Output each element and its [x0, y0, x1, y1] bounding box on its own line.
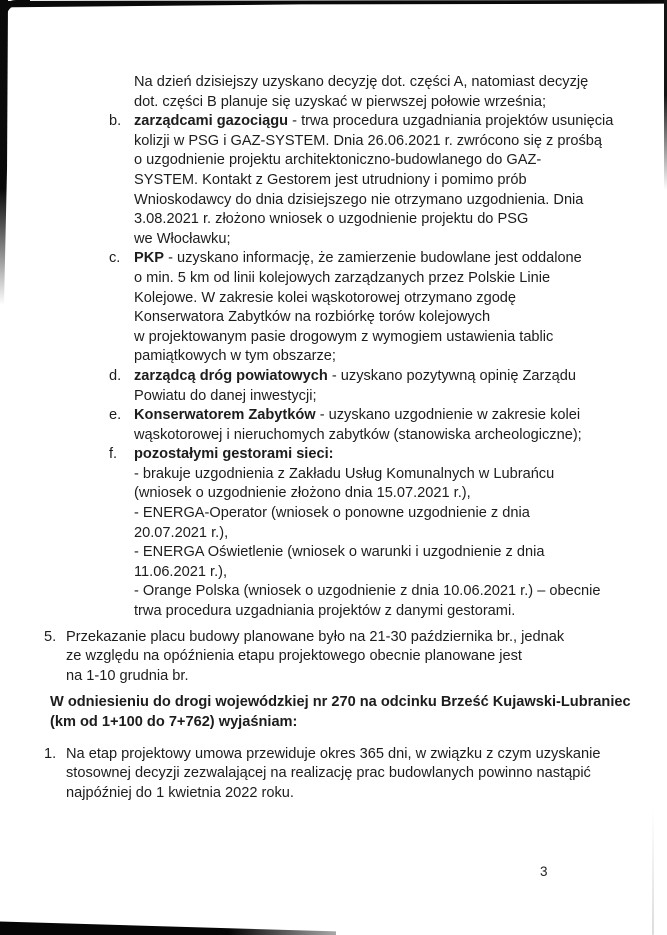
- list-marker: f.: [109, 446, 118, 463]
- text-line: Konserwatora Zabytków na rozbiórkę torów kolejowych: [134, 309, 491, 326]
- text-line: pamiątkowych w tym obszarze;: [134, 348, 336, 365]
- text-line: [134, 367, 667, 387]
- text-line: - brakuje uzgodnienia z Zakładu Usług Komunalnych w Lubrańcu: [134, 465, 555, 482]
- list-item-d: [0, 367, 667, 406]
- list-item-c: [0, 249, 667, 367]
- term-rest: - trwa procedura uzgadniania projektów usunięcia: [288, 113, 614, 130]
- term-rest: - uzyskano informację, że zamierzenie budowlane jest oddalone: [164, 250, 582, 267]
- scan-artifact-bottom-edge: [0, 920, 336, 935]
- text-line: 3.08.2021 r. złożono wniosek o uzgodnienie projektu do PSG: [134, 211, 529, 228]
- text-line: - ENERGA-Operator (wniosek o ponowne uzgodnienie z dnia: [134, 505, 530, 522]
- list-marker: d.: [109, 367, 122, 384]
- text-line: dot. części B planuje się uzyskać w pierwszej połowie września;: [134, 93, 547, 110]
- text-line: W odniesieniu do drogi wojewódzkiej nr 270 na odcinku Brześć Kujawski-Lubraniec: [50, 694, 631, 711]
- term-rest: - uzyskano uzgodnienie w zakresie kolei: [315, 407, 581, 424]
- text-line: [134, 112, 667, 132]
- list-marker: 1.: [44, 745, 57, 762]
- paragraph-road-reference: [50, 693, 667, 732]
- text-line: 20.07.2021 r.),: [134, 524, 229, 541]
- list-marker: e.: [109, 407, 122, 424]
- text-line: we Włocławku;: [134, 230, 231, 247]
- text-line: Powiatu do danej inwestycji;: [134, 387, 317, 404]
- paper-edge-shadow: [652, 810, 654, 935]
- page-number: 3: [540, 864, 548, 879]
- text-line: o uzgodnienie projektu architektoniczno-budowlanego do GAZ-: [134, 152, 542, 169]
- term-bold: zarządcami gazociągu: [134, 113, 289, 130]
- text-line: Na dzień dzisiejszy uzyskano decyzję dot. części A, natomiast decyzję: [134, 74, 589, 90]
- term-bold: pozostałymi gestorami sieci:: [134, 446, 334, 463]
- text-line: kolizji w PSG i GAZ-SYSTEM. Dnia 26.06.2021 r. zwrócono się z prośbą: [134, 132, 602, 149]
- text-line: trwa procedura uzgadniania projektów z danymi gestorami.: [134, 603, 516, 620]
- text-line: [134, 249, 667, 269]
- text-line: (wniosek o uzgodnienie złożono dnia 15.07.2021 r.),: [134, 485, 471, 502]
- text-line: na 1-10 grudnia br.: [66, 667, 189, 684]
- text-line: Przekazanie placu budowy planowane było na 21-30 października br., jednak: [66, 628, 565, 645]
- text-line: wąskotorowej i nieruchomych zabytków (stanowiska archeologiczne);: [134, 426, 582, 443]
- list-item-b: [0, 112, 667, 249]
- list-item-e: [0, 406, 667, 445]
- list-item-f: [0, 445, 667, 621]
- text-line: - ENERGA Oświetlenie (wniosek o warunki i uzgodnienie z dnia: [134, 544, 545, 561]
- text-line: w projektowanym pasie drogowym z wymogiem ustawienia tablic: [134, 328, 554, 345]
- text-line: Wnioskodawcy do dnia dzisiejszego nie otrzymano uzgodnienia. Dnia: [134, 191, 584, 208]
- document-body: [0, 73, 667, 803]
- list-item-5: [0, 628, 667, 687]
- text-line: SYSTEM. Kontakt z Gestorem jest utrudniony i pomimo prób: [134, 171, 527, 188]
- scan-artifact-top-edge: [0, 0, 667, 8]
- list-marker: 5.: [44, 628, 57, 645]
- text-line: najpóźniej do 1 kwietnia 2022 roku.: [66, 784, 294, 801]
- text-line: Kolejowe. W zakresie kolei wąskotorowej otrzymano zgodę: [134, 289, 517, 306]
- text-line: [134, 406, 667, 426]
- text-line: (km od 1+100 do 7+762) wyjaśniam:: [50, 714, 298, 730]
- term-bold: zarządcą dróg powiatowych: [134, 367, 328, 384]
- text-line: Na etap projektowy umowa przewiduje okres 365 dni, w związku z czym uzyskanie: [66, 745, 601, 762]
- list-marker: c.: [109, 250, 121, 267]
- term-rest: - uzyskano pozytywną opinię Zarządu: [327, 367, 577, 384]
- term-bold: PKP: [134, 250, 165, 267]
- text-line: o min. 5 km od linii kolejowych zarządzanych przez Polskie Linie: [134, 269, 551, 286]
- text-line: [134, 445, 667, 465]
- text-line: ze względu na opóźnienia etapu projektowego obecnie planowane jest: [66, 648, 522, 665]
- text-line: - Orange Polska (wniosek o uzgodnienie z dnia 10.06.2021 r.) – obecnie: [134, 583, 601, 600]
- list-marker: b.: [109, 113, 122, 130]
- list-item-1: [0, 745, 667, 804]
- text-line: 11.06.2021 r.),: [134, 563, 228, 580]
- paragraph-intro-continuation: [134, 73, 667, 112]
- term-bold: Konserwatorem Zabytków: [134, 407, 316, 424]
- text-line: stosownej decyzji zezwalającej na realizację prac budowlanych powinno nastąpić: [66, 765, 591, 782]
